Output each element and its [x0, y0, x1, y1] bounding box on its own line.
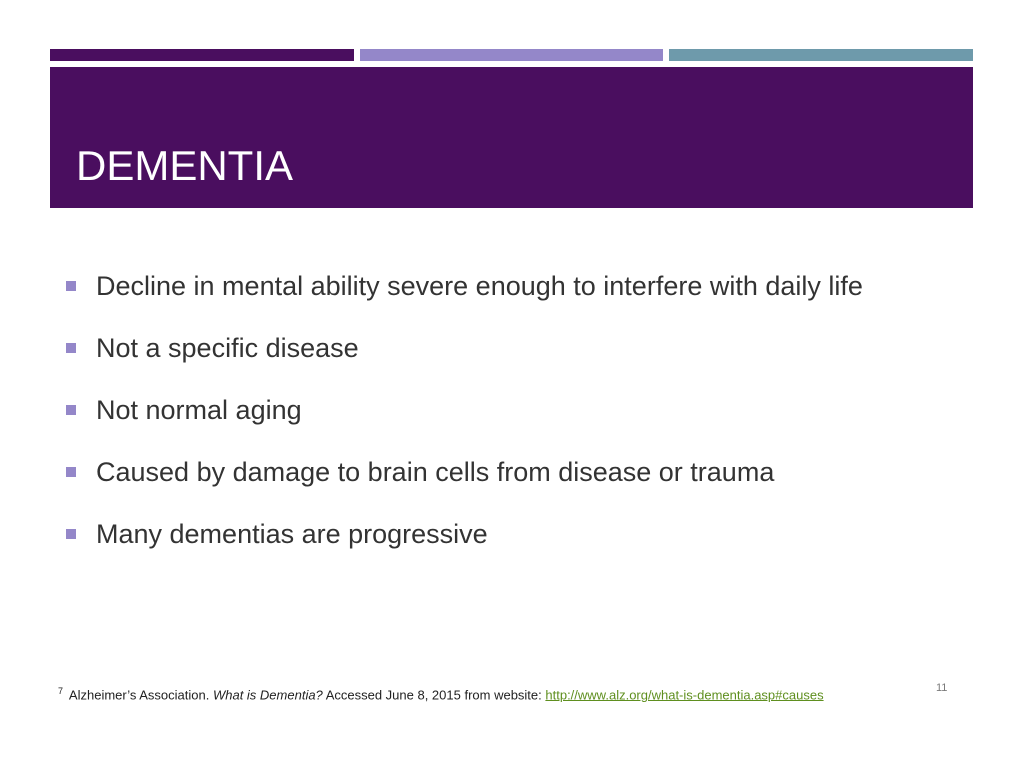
footnote-link[interactable]: http://www.alz.org/what-is-dementia.asp#causes	[545, 687, 824, 703]
accent-bar-2	[360, 49, 664, 61]
bullet-list	[62, 255, 962, 565]
square-bullet-icon	[66, 467, 76, 477]
bullet-text: Caused by damage to brain cells from disease or trauma	[96, 456, 775, 487]
square-bullet-icon	[66, 529, 76, 539]
square-bullet-icon	[66, 281, 76, 291]
footnote-middle: Accessed June 8, 2015 from website:	[325, 687, 542, 703]
bullet-text: Many dementias are progressive	[96, 518, 488, 549]
footnote-title: What is Dementia?	[212, 687, 323, 703]
bullet-item	[62, 317, 962, 379]
bullet-text: Not a specific disease	[96, 332, 359, 363]
footnote-marker: 7	[58, 686, 64, 696]
footnote	[58, 686, 824, 702]
bullet-item	[62, 255, 962, 317]
bullet-text: Decline in mental ability severe enough to interfere with daily life	[96, 270, 863, 301]
title-band	[50, 67, 973, 208]
square-bullet-icon	[66, 405, 76, 415]
page-number: 11	[936, 682, 948, 694]
bullet-text: Not normal aging	[96, 394, 302, 425]
footnote-prefix: Alzheimer’s Association.	[68, 687, 210, 703]
accent-bar-3	[669, 49, 973, 61]
bullet-item	[62, 379, 962, 441]
bullet-item	[62, 503, 962, 565]
bullet-item	[62, 441, 962, 503]
square-bullet-icon	[66, 343, 76, 353]
accent-bar-1	[50, 49, 354, 61]
top-accent-bars	[50, 49, 973, 61]
slide-title: DEMENTIA	[76, 142, 294, 189]
